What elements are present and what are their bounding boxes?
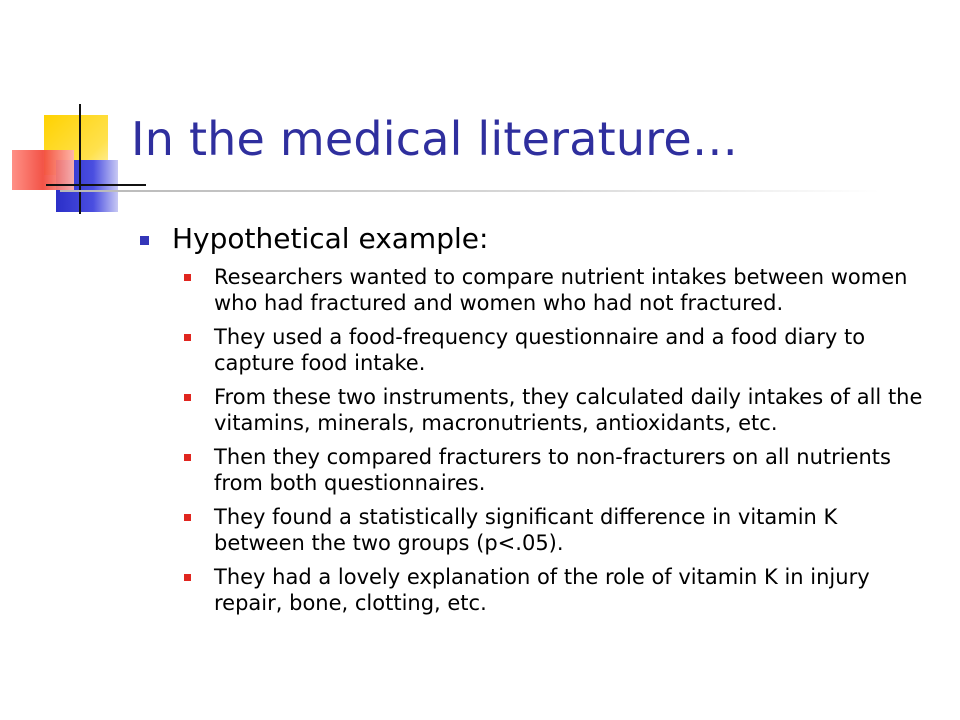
sub-bullet-item — [134, 564, 934, 616]
slide-title: In the medical literature… — [131, 112, 739, 166]
sub-bullet-item — [134, 324, 934, 376]
red-square-bullet-icon — [184, 574, 191, 581]
sub-bullet-text: Then they compared fracturers to non-fracturers on all nutrients from both questionnaires. — [214, 445, 891, 495]
sub-bullet-item — [134, 444, 934, 496]
slide-content — [134, 222, 934, 624]
sub-bullet-text: From these two instruments, they calculated daily intakes of all the vitamins, minerals, macronutrients, antioxidants, etc. — [214, 385, 923, 435]
main-bullet-item — [134, 222, 934, 256]
red-square-bullet-icon — [184, 274, 191, 281]
square-bullet-icon — [140, 236, 149, 245]
red-square-bullet-icon — [184, 454, 191, 461]
red-square-bullet-icon — [184, 394, 191, 401]
sub-bullet-item — [134, 504, 934, 556]
sub-bullet-text: They found a statistically significant difference in vitamin K between the two groups (p<.05). — [214, 505, 838, 555]
red-square-bullet-icon — [184, 334, 191, 341]
red-square-bullet-icon — [184, 514, 191, 521]
title-underline — [60, 190, 880, 192]
main-bullet-text: Hypothetical example: — [172, 222, 489, 255]
sub-bullet-text: They used a food-frequency questionnaire and a food diary to capture food intake. — [214, 325, 866, 375]
decorative-vertical-line — [79, 104, 81, 214]
sub-bullet-item — [134, 264, 934, 316]
sub-bullet-text: Researchers wanted to compare nutrient intakes between women who had fractured and women who had not fractured. — [214, 265, 908, 315]
sub-bullet-item — [134, 384, 934, 436]
sub-bullet-list — [134, 264, 934, 616]
decorative-horizontal-line — [46, 184, 146, 186]
sub-bullet-text: They had a lovely explanation of the role of vitamin K in injury repair, bone, clotting, etc. — [214, 565, 870, 615]
